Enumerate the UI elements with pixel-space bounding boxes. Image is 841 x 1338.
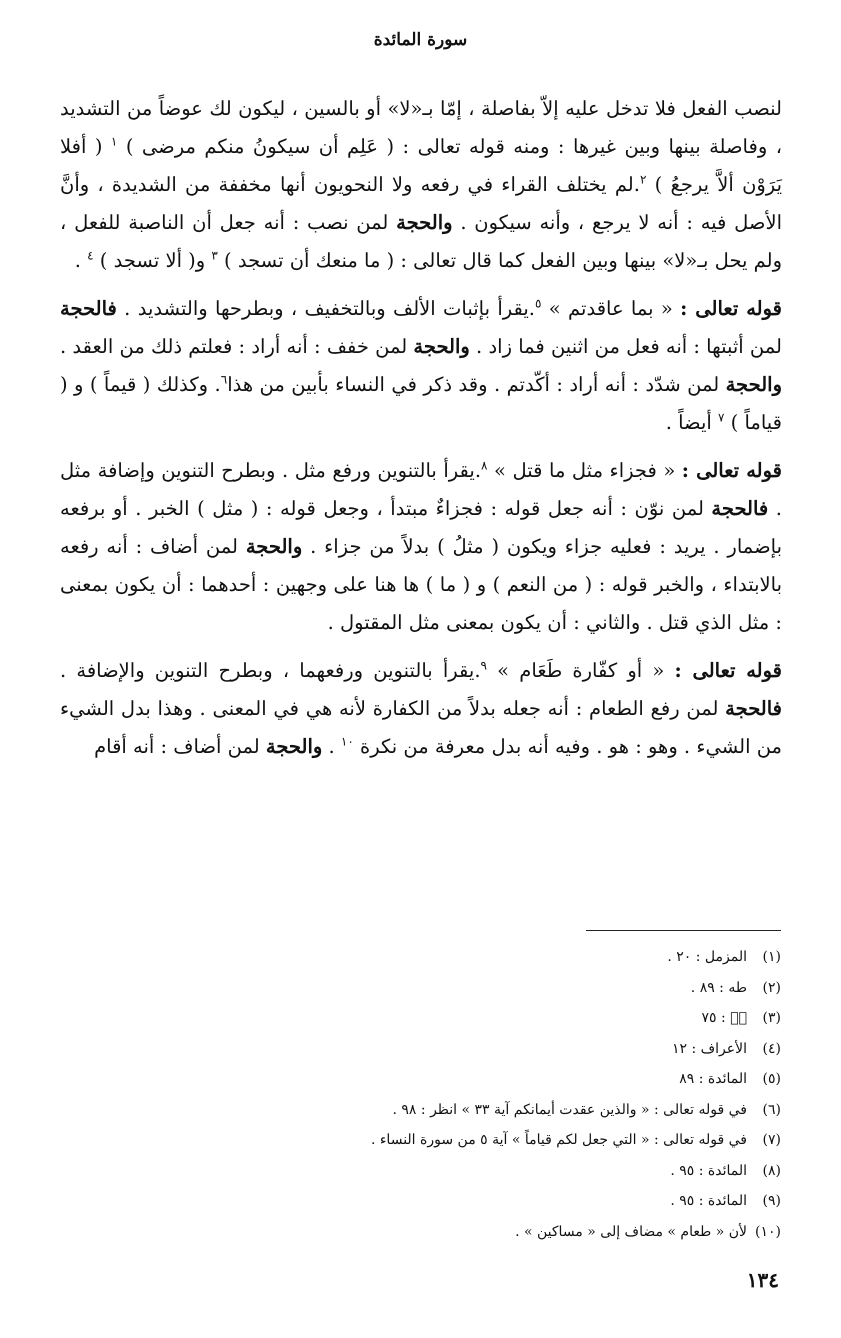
footnote-ref: ٩ — [480, 658, 487, 673]
footnote-text: لأن « طعام » مضاف إلى « مساكين » . — [515, 1223, 747, 1240]
bold-term: قوله تعالى : — [681, 459, 782, 482]
footnote — [281, 1156, 781, 1187]
footnote — [281, 973, 781, 1004]
running-head: سورة المائدة — [373, 30, 468, 50]
text-run: « أو كفّارة طَعَام » — [487, 659, 675, 682]
paragraph — [60, 452, 782, 642]
text-run: لمن شدّد : أنه أراد : أكّدتم . وقد ذكر في النساء بأبين من هذا — [227, 373, 726, 396]
bold-term: والحجة — [245, 535, 303, 558]
text-run: لمن أثبتها : أنه فعل من اثنين فما زاد . — [469, 335, 782, 358]
text-run: . — [322, 735, 341, 758]
footnote-ref: ١٠ — [340, 734, 354, 749]
paragraph — [60, 652, 782, 766]
footnote-ref: ١ — [110, 134, 118, 149]
footnote — [281, 1217, 781, 1248]
footnote-text: في قوله تعالى : « والذين عقدت أيمانكم آية ٣٣ » انظر : ٩٨ . — [392, 1101, 747, 1118]
footnote-ref: ٥ — [535, 296, 542, 311]
text-run: . وكذلك ( قيماً ) و ( قياماً ) — [60, 373, 782, 434]
page-number: ١٣٤ — [746, 1268, 779, 1292]
bold-term: فالحجة — [725, 697, 782, 720]
footnote-number: (١٠) — [755, 1223, 781, 1240]
text-run: لمن خفف : أنه أراد : فعلتم ذلك من العقد . — [60, 335, 414, 358]
body-text — [60, 90, 782, 776]
footnote-number: (٤) — [762, 1040, 781, 1057]
footnote-ref: ٤ — [87, 248, 94, 263]
footnote — [281, 1095, 781, 1126]
footnote-ref: ٢ — [639, 172, 647, 187]
footnote-text: المائدة : ٨٩ — [679, 1071, 747, 1087]
footnote-text: صۤ : ٧٥ — [701, 1010, 747, 1026]
footnote-ref: ٦ — [220, 372, 228, 387]
footnote-number: (١) — [762, 949, 781, 965]
bold-term: قوله تعالى : — [680, 297, 782, 320]
paragraph — [60, 90, 782, 280]
text-run: أيضاً . — [665, 411, 718, 434]
footnote-text: المزمل : ٢٠ . — [667, 949, 747, 965]
text-run: لنصب الفعل فلا تدخل عليه إلاّ بفاصلة ، إمّا بـ«لا» أو بالسين ، ليكون لك عوضاً من التشديد ، وفاصلة بينها وبين غيرها : ومنه قوله تعالى : ( عَلِم أن سيكونُ منكم مرضى ) — [60, 97, 782, 158]
text-run: لمن أضاف : أنه رفعه بالابتداء ، والخبر قوله : ( من النعم ) و ( ما ) ها هنا على وجهين : أحدهما : أن يكون بمعنى : مثل الذي قتل . والثاني : أن يكون بمعنى مثل المقتول . — [60, 535, 782, 634]
text-run: « بما عاقدتم » — [541, 297, 681, 320]
footnote-number: (٢) — [762, 979, 781, 996]
footnote — [281, 1125, 781, 1156]
bold-term: والحجة — [396, 211, 453, 234]
footnote-number: (٥) — [762, 1071, 781, 1087]
footnote — [281, 942, 781, 973]
footnote-ref: ٣ — [211, 248, 218, 263]
footnotes — [281, 942, 781, 1247]
text-run: . — [74, 249, 88, 272]
footnote — [281, 1186, 781, 1217]
bold-term: والحجة — [265, 735, 323, 758]
bold-term: والحجة — [413, 335, 470, 358]
footnote — [281, 1003, 781, 1034]
text-run: .يقرأ بالتنوين ورفعهما ، وبطرح التنوين والإضافة . — [60, 659, 481, 682]
text-run: ( أفلا يَرَوْن ألاَّ يرجعُ ) — [60, 135, 782, 196]
footnote-number: (٩) — [762, 1193, 781, 1209]
text-run: لمن نوّن : أنه جعل قوله : فجزاءٌ مبتدأ ، وجعل قوله : ( مثل ) الخبر . أو برفعه بإضمار . يريد : فعليه جزاء ويكون ( مثلُ ) بدلاً من جزاء . — [60, 497, 782, 558]
text-run: .لم يختلف القراء في رفعه ولا النحويون أنها مخففة من الشديدة ، وأنَّ الأصل فيه : أنه لا يرجع ، وأنه سيكون . — [60, 173, 782, 234]
footnote-rule — [586, 930, 781, 931]
footnote-text: في قوله تعالى : « التي جعل لكم قياماً » آية ٥ من سورة النساء . — [370, 1132, 747, 1148]
footnote — [281, 1034, 781, 1065]
footnote-text: المائدة : ٩٥ . — [670, 1162, 747, 1179]
footnote-ref: ٧ — [718, 410, 725, 425]
footnote — [281, 1064, 781, 1095]
text-run: .يقرأ بالتنوين ورفع مثل . وبطرح التنوين وإضافة مثل . — [60, 459, 782, 520]
footnote-text: طه : ٨٩ . — [690, 979, 747, 996]
footnote-ref: ٨ — [481, 458, 488, 473]
text-run: .يقرأ بإثبات الألف وبالتخفيف ، وبطرحها والتشديد . — [116, 297, 535, 320]
footnote-number: (٨) — [762, 1162, 781, 1179]
text-run: لمن نصب : أنه جعل أن الناصبة للفعل ، ولم يحل بـ«لا» بينها وبين الفعل كما قال تعالى : ( ما منعك أن تسجد ) — [60, 211, 782, 272]
bold-term: قوله تعالى : — [674, 659, 782, 682]
footnote-number: (٧) — [762, 1132, 781, 1148]
bold-term: فالحجة — [60, 297, 117, 320]
bold-term: والحجة — [725, 373, 782, 396]
bold-term: فالحجة — [711, 497, 769, 520]
footnote-number: (٣) — [762, 1010, 781, 1026]
footnote-number: (٦) — [762, 1101, 781, 1118]
text-run: و( ألا تسجد ) — [93, 249, 212, 272]
paragraph — [60, 290, 782, 442]
footnote-text: الأعراف : ١٢ — [671, 1040, 747, 1057]
text-run: لمن رفع الطعام : أنه جعله بدلاً من الكفارة لأنه هي في المعنى . وهذا بدل الشيء من الشيء . وهو : هو . وفيه أنه بدل معرفة من نكرة — [60, 697, 782, 758]
footnote-text: المائدة : ٩٥ . — [670, 1193, 747, 1209]
text-run: « فجزاء مثل ما قتل » — [487, 459, 682, 482]
text-run: لمن أضاف : أنه أقام — [94, 735, 266, 758]
